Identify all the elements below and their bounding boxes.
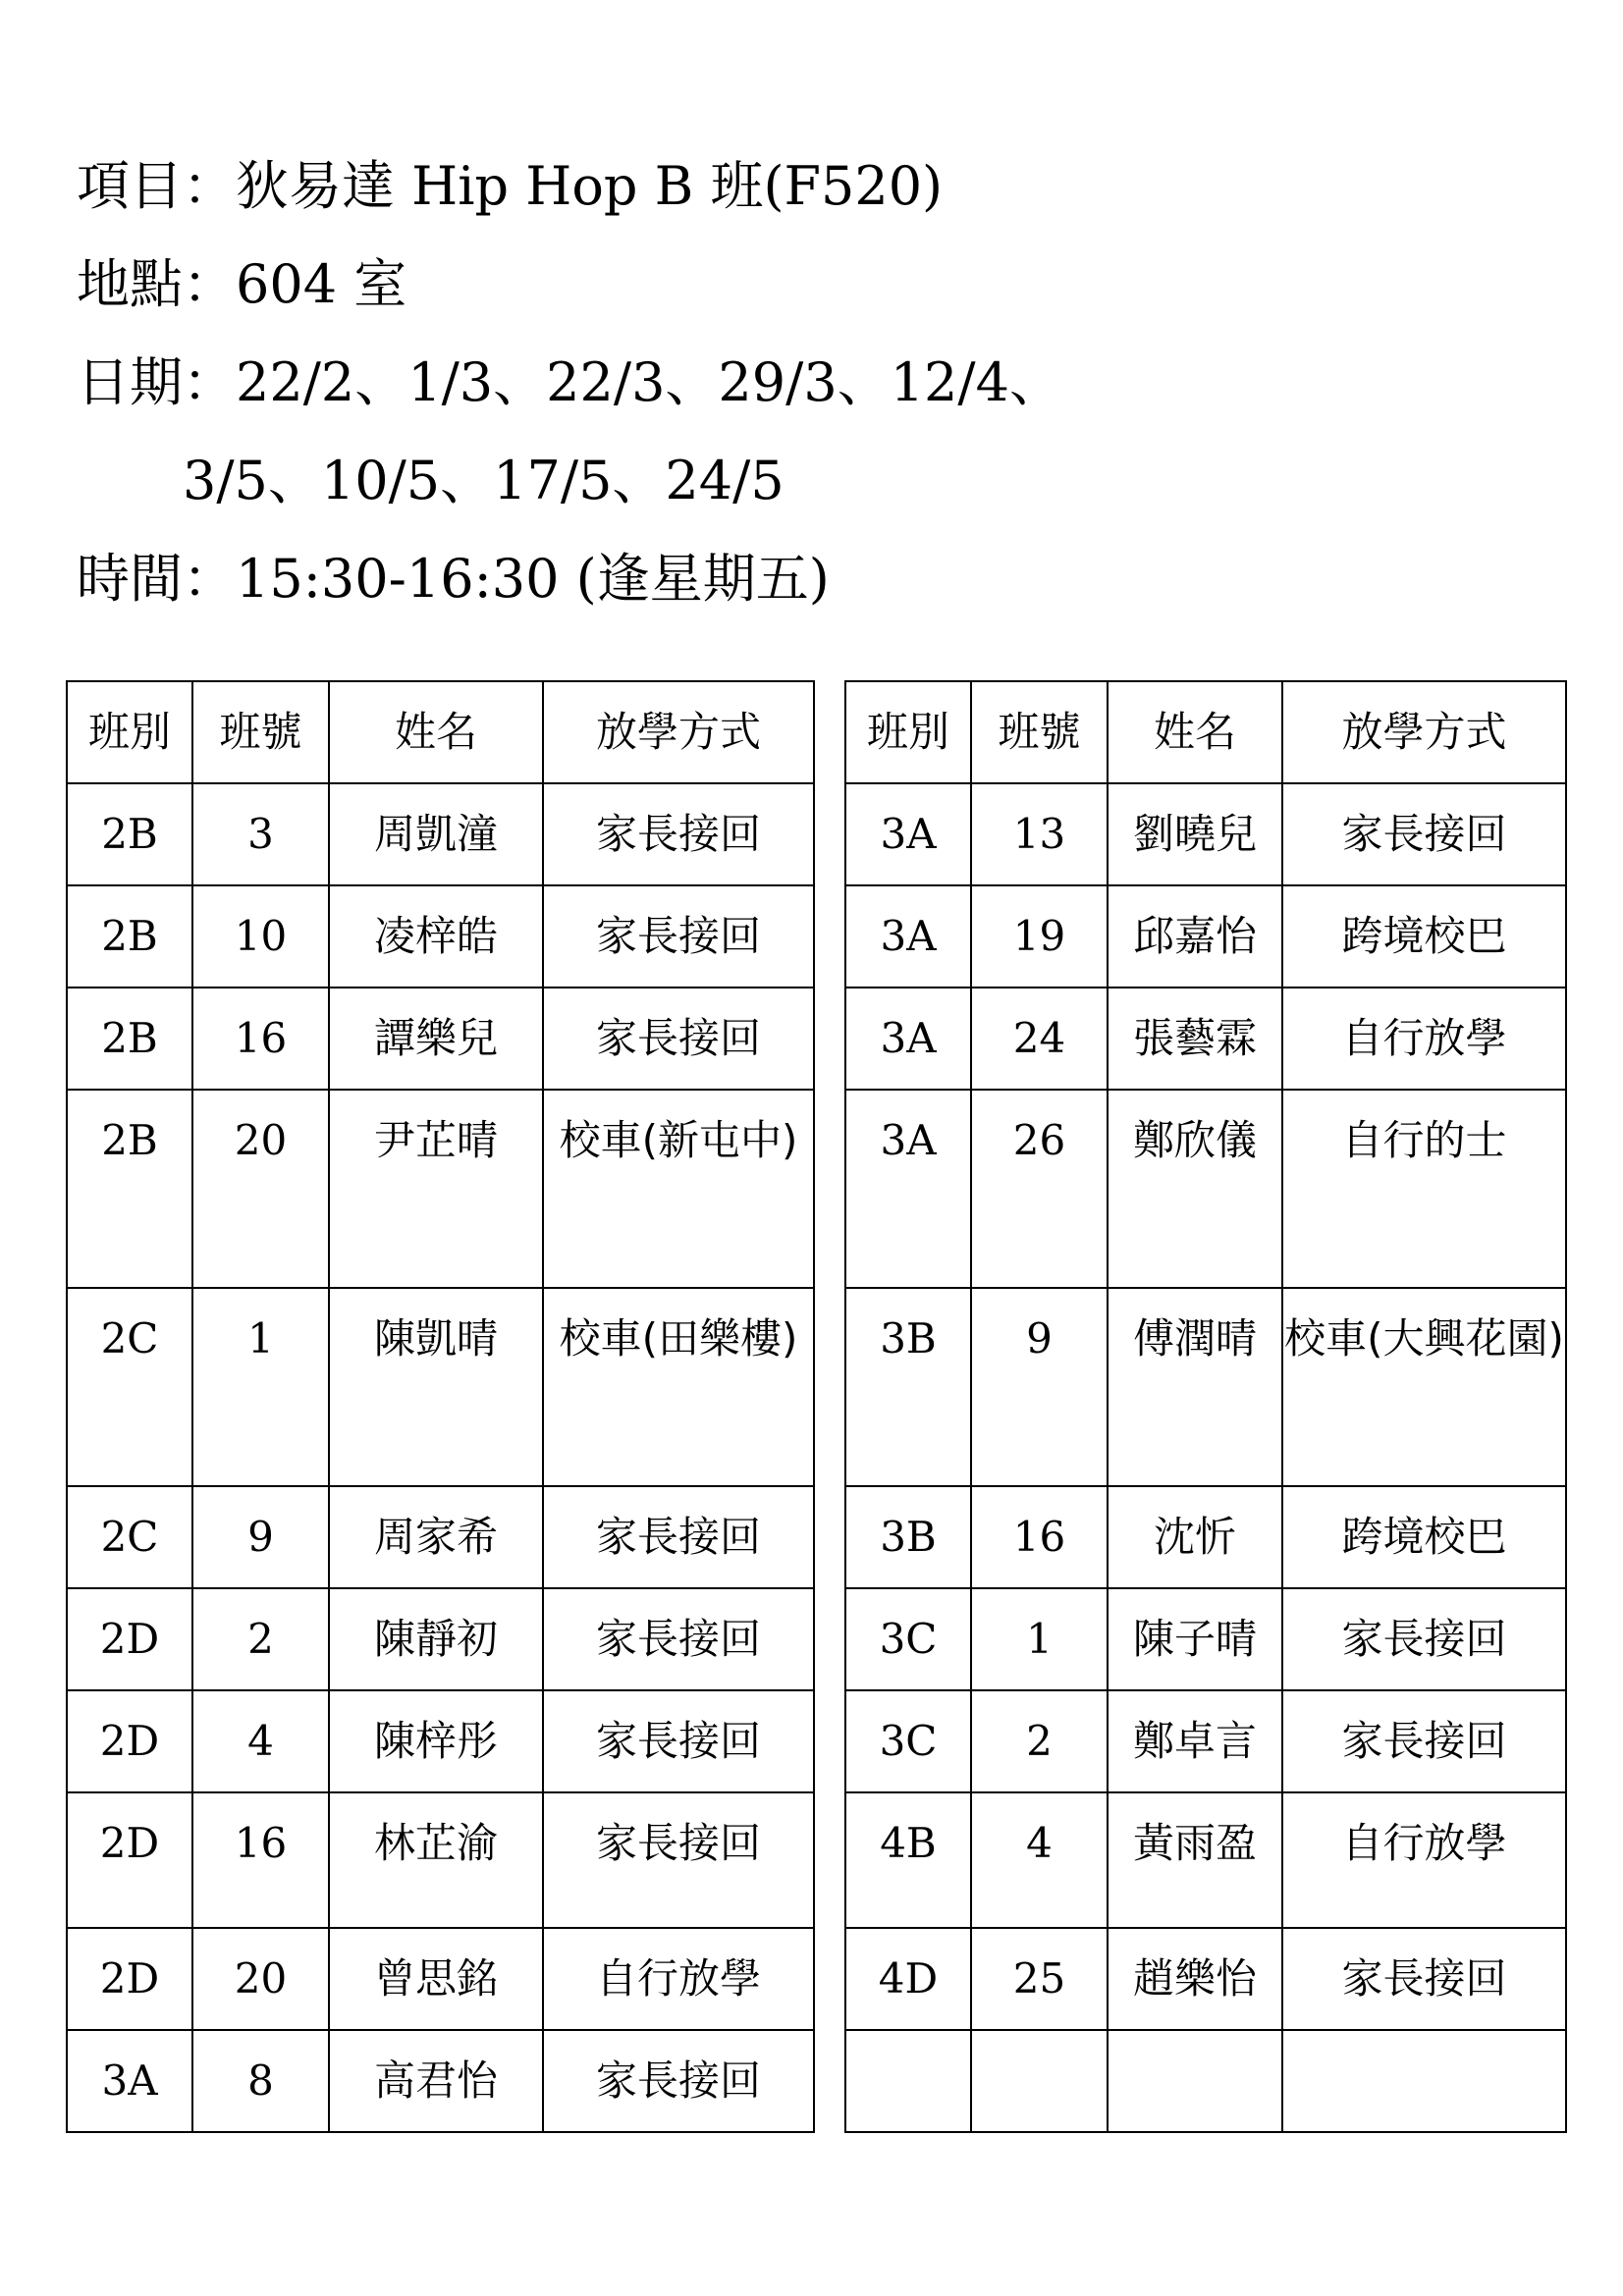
class-cell: 2D <box>67 1588 192 1690</box>
dismissal-method-cell <box>1282 2030 1566 2132</box>
number-cell: 3 <box>192 783 329 885</box>
column-header: 班別 <box>67 681 192 783</box>
name-cell: 邱嘉怡 <box>1108 885 1282 988</box>
table-row <box>67 2030 814 2132</box>
dismissal-method-cell: 校車(新屯中) <box>543 1090 814 1288</box>
number-cell: 2 <box>971 1690 1108 1792</box>
class-cell: 2D <box>67 1690 192 1792</box>
class-cell: 3A <box>845 988 971 1090</box>
class-cell: 4D <box>845 1928 971 2030</box>
table-row <box>67 783 814 885</box>
name-cell: 趙樂怡 <box>1108 1928 1282 2030</box>
name-cell: 陳梓彤 <box>329 1690 543 1792</box>
number-cell: 26 <box>971 1090 1108 1288</box>
number-cell: 16 <box>192 988 329 1090</box>
number-cell <box>971 2030 1108 2132</box>
number-cell: 9 <box>971 1288 1108 1486</box>
class-cell: 3B <box>845 1486 971 1588</box>
class-cell: 4B <box>845 1792 971 1928</box>
class-cell: 2B <box>67 885 192 988</box>
dismissal-method-cell: 家長接回 <box>543 1588 814 1690</box>
dates-line-continued: 3/5、10/5、17/5、24/5 <box>183 450 784 511</box>
number-cell: 2 <box>192 1588 329 1690</box>
name-cell: 曾思銘 <box>329 1928 543 2030</box>
name-cell: 黃雨盈 <box>1108 1792 1282 1928</box>
column-header: 放學方式 <box>543 681 814 783</box>
table-row <box>845 988 1566 1090</box>
table-row <box>67 1486 814 1588</box>
table-row <box>67 1928 814 2030</box>
name-cell: 高君怡 <box>329 2030 543 2132</box>
column-header: 班號 <box>192 681 329 783</box>
name-cell <box>1108 2030 1282 2132</box>
table-header-row <box>67 681 814 783</box>
column-header: 班別 <box>845 681 971 783</box>
class-cell: 3A <box>845 1090 971 1288</box>
name-cell: 劉曉兒 <box>1108 783 1282 885</box>
dismissal-method-cell: 家長接回 <box>543 885 814 988</box>
name-cell: 凌梓皓 <box>329 885 543 988</box>
name-cell: 陳凱晴 <box>329 1288 543 1486</box>
dismissal-method-cell: 家長接回 <box>543 2030 814 2132</box>
name-cell: 陳靜初 <box>329 1588 543 1690</box>
number-cell: 4 <box>192 1690 329 1792</box>
name-cell: 陳子晴 <box>1108 1588 1282 1690</box>
column-header: 姓名 <box>1108 681 1282 783</box>
table-row <box>845 1792 1566 1928</box>
table-row <box>845 1090 1566 1288</box>
class-cell: 3C <box>845 1588 971 1690</box>
dismissal-method-cell: 家長接回 <box>543 783 814 885</box>
dismissal-method-cell: 家長接回 <box>543 1486 814 1588</box>
table-row <box>67 1690 814 1792</box>
class-cell: 3C <box>845 1690 971 1792</box>
name-cell: 鄭欣儀 <box>1108 1090 1282 1288</box>
dismissal-method-cell: 自行放學 <box>543 1928 814 2030</box>
class-cell <box>845 2030 971 2132</box>
class-cell: 3B <box>845 1288 971 1486</box>
dismissal-method-cell: 自行放學 <box>1282 988 1566 1090</box>
table-row <box>845 783 1566 885</box>
dismissal-method-cell: 自行的士 <box>1282 1090 1566 1288</box>
name-cell: 周凱潼 <box>329 783 543 885</box>
roster-table-right <box>844 680 1567 2133</box>
class-cell: 2B <box>67 1090 192 1288</box>
item-line: 項目：狄易達 Hip Hop B 班(F520) <box>77 155 944 217</box>
class-cell: 3A <box>845 885 971 988</box>
number-cell: 16 <box>971 1486 1108 1588</box>
class-cell: 2C <box>67 1288 192 1486</box>
table-row <box>845 1288 1566 1486</box>
class-cell: 2D <box>67 1928 192 2030</box>
column-header: 放學方式 <box>1282 681 1566 783</box>
number-cell: 1 <box>192 1288 329 1486</box>
name-cell: 傅潤晴 <box>1108 1288 1282 1486</box>
class-cell: 3A <box>845 783 971 885</box>
table-row <box>845 1486 1566 1588</box>
location-line: 地點：604 室 <box>77 253 407 315</box>
table-row <box>67 1792 814 1928</box>
dismissal-method-cell: 校車(田樂樓) <box>543 1288 814 1486</box>
number-cell: 20 <box>192 1090 329 1288</box>
number-cell: 13 <box>971 783 1108 885</box>
number-cell: 19 <box>971 885 1108 988</box>
dismissal-method-cell: 家長接回 <box>543 988 814 1090</box>
dismissal-method-cell: 家長接回 <box>1282 1588 1566 1690</box>
number-cell: 24 <box>971 988 1108 1090</box>
dates-line: 日期：22/2、1/3、22/3、29/3、12/4、 <box>77 351 1062 413</box>
table-row <box>845 1588 1566 1690</box>
number-cell: 4 <box>971 1792 1108 1928</box>
class-cell: 2B <box>67 988 192 1090</box>
dismissal-method-cell: 家長接回 <box>1282 1928 1566 2030</box>
table-row <box>67 1090 814 1288</box>
name-cell: 張藝霖 <box>1108 988 1282 1090</box>
name-cell: 周家希 <box>329 1486 543 1588</box>
class-cell: 2D <box>67 1792 192 1928</box>
class-cell: 2C <box>67 1486 192 1588</box>
table-row <box>845 1928 1566 2030</box>
number-cell: 25 <box>971 1928 1108 2030</box>
table-row <box>845 2030 1566 2132</box>
table-row <box>845 885 1566 988</box>
number-cell: 9 <box>192 1486 329 1588</box>
info-block <box>77 137 1062 628</box>
table-row <box>67 1288 814 1486</box>
column-header: 班號 <box>971 681 1108 783</box>
table-header-row <box>845 681 1566 783</box>
dismissal-method-cell: 跨境校巴 <box>1282 1486 1566 1588</box>
time-line: 時間：15:30-16:30 (逢星期五) <box>77 548 830 610</box>
table-row <box>67 885 814 988</box>
number-cell: 8 <box>192 2030 329 2132</box>
name-cell: 林芷渝 <box>329 1792 543 1928</box>
name-cell: 尹芷晴 <box>329 1090 543 1288</box>
table-row <box>67 1588 814 1690</box>
number-cell: 1 <box>971 1588 1108 1690</box>
class-cell: 2B <box>67 783 192 885</box>
table-row <box>67 988 814 1090</box>
number-cell: 20 <box>192 1928 329 2030</box>
column-header: 姓名 <box>329 681 543 783</box>
dismissal-method-cell: 校車(大興花園) <box>1282 1288 1566 1486</box>
dismissal-method-cell: 家長接回 <box>543 1792 814 1928</box>
dismissal-method-cell: 家長接回 <box>1282 1690 1566 1792</box>
table-row <box>845 1690 1566 1792</box>
roster-table-left <box>66 680 815 2133</box>
class-cell: 3A <box>67 2030 192 2132</box>
name-cell: 鄭卓言 <box>1108 1690 1282 1792</box>
dismissal-method-cell: 自行放學 <box>1282 1792 1566 1928</box>
dismissal-method-cell: 跨境校巴 <box>1282 885 1566 988</box>
dismissal-method-cell: 家長接回 <box>543 1690 814 1792</box>
name-cell: 沈忻 <box>1108 1486 1282 1588</box>
number-cell: 16 <box>192 1792 329 1928</box>
name-cell: 譚樂兒 <box>329 988 543 1090</box>
dismissal-method-cell: 家長接回 <box>1282 783 1566 885</box>
number-cell: 10 <box>192 885 329 988</box>
